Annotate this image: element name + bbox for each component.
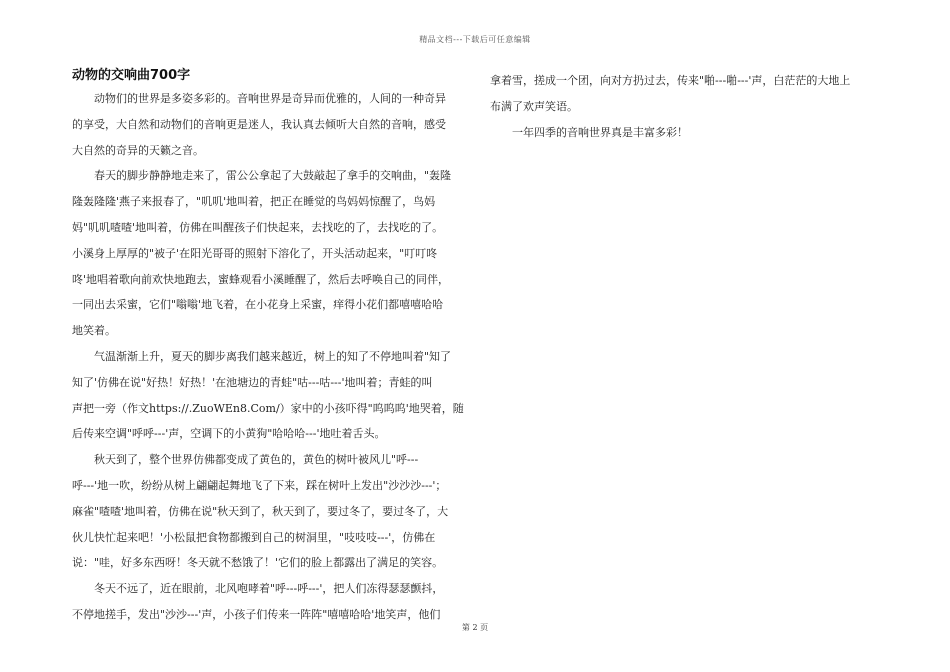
text-line: 知了'仿佛在说"好热！好热！'在池塘边的青蛙"咕---咕---'地叫着；青蛙的叫: [72, 375, 433, 389]
left-column: [72, 68, 470, 628]
text-line: 呼---'地一吹，纷纷从树上翩翩起舞地飞了下来，踩在树叶上发出"沙沙沙---'；: [72, 478, 447, 492]
left-body-text: [72, 86, 470, 628]
text-line: 春天的脚步静静地走来了，雷公公拿起了大鼓敲起了拿手的交响曲，"轰隆: [94, 169, 452, 183]
text-line: 说："哇，好多东西呀！冬天就不愁饿了！'它们的脸上都露出了满足的笑容。: [72, 556, 444, 570]
text-line: 布满了欢声笑语。: [490, 99, 578, 113]
text-line: 小溪身上厚厚的"被子'在阳光哥哥的照射下溶化了，开头活动起来，"叮叮咚: [72, 246, 438, 260]
text-line: 咚'地唱着歌向前欢快地跑去，蜜蜂观看小溪睡醒了，然后去呼唤自己的同伴，: [72, 272, 450, 286]
text-line: 妈"叽叽喳喳'地叫着，仿佛在叫醒孩子们快起来，去找吃的了，去找吃的了。: [72, 220, 444, 234]
text-line: 一年四季的音响世界真是丰富多彩！: [512, 125, 688, 139]
text-line: 声把一旁（作文https://.ZuoWEn8.Com/）家中的小孩吓得"呜呜呜'地哭着，随: [72, 401, 464, 415]
text-line: 秋天到了，整个世界仿佛都变成了黄色的，黄色的树叶被风儿"呼---: [94, 453, 419, 467]
right-body-text: [490, 68, 880, 145]
text-line: 地笑着。: [72, 324, 116, 338]
text-line: 麻雀"喳喳'地叫着，仿佛在说"秋天到了，秋天到了，要过冬了，要过冬了，大: [72, 504, 449, 518]
text-line: 动物们的世界是多姿多彩的。音响世界是奇异而优雅的，人间的一种奇异: [94, 92, 446, 105]
page-number: 第 2 页: [461, 623, 489, 632]
text-line: 后传来空调"呼呼---'声，空调下的小黄狗"哈哈哈---'地吐着舌头。: [72, 427, 386, 441]
text-line: 大自然的奇异的天籁之音。: [72, 143, 204, 157]
text-line: 冬天不远了，近在眼前，北风咆哮着"呼---呼---'，把人们冻得瑟瑟颤抖，: [94, 582, 444, 596]
page-header: 精品文档---下载后可任意编辑: [419, 35, 531, 44]
document-title: 动物的交响曲700字: [72, 68, 191, 83]
text-line: 一同出去采蜜，它们"嗡嗡'地飞着，在小花身上采蜜，痒得小花们都嘻嘻哈哈: [72, 298, 444, 312]
text-line: 伙儿快忙起来吧！'小松鼠把食物都搬到自己的树洞里，"吱吱吱---'，仿佛在: [72, 530, 436, 544]
text-line: 不停地搓手，发出"沙沙---'声，小孩子们传来一阵阵"嘻嘻哈哈'地笑声，他们: [72, 607, 441, 621]
text-line: 拿着雪，搓成一个团，向对方扔过去，传来"啪---啪---'声，白茫茫的大地上: [490, 74, 851, 87]
text-line: 的享受，大自然和动物们的音响更是迷人，我认真去倾听大自然的音响，感受: [72, 117, 446, 131]
right-column: [490, 68, 880, 145]
text-line: 气温渐渐上升，夏天的脚步离我们越来越近，树上的知了不停地叫着"知了: [94, 349, 452, 363]
text-line: 隆轰隆隆'燕子来报春了，"叽叽'地叫着，把正在睡觉的鸟妈妈惊醒了，鸟妈: [72, 195, 436, 209]
